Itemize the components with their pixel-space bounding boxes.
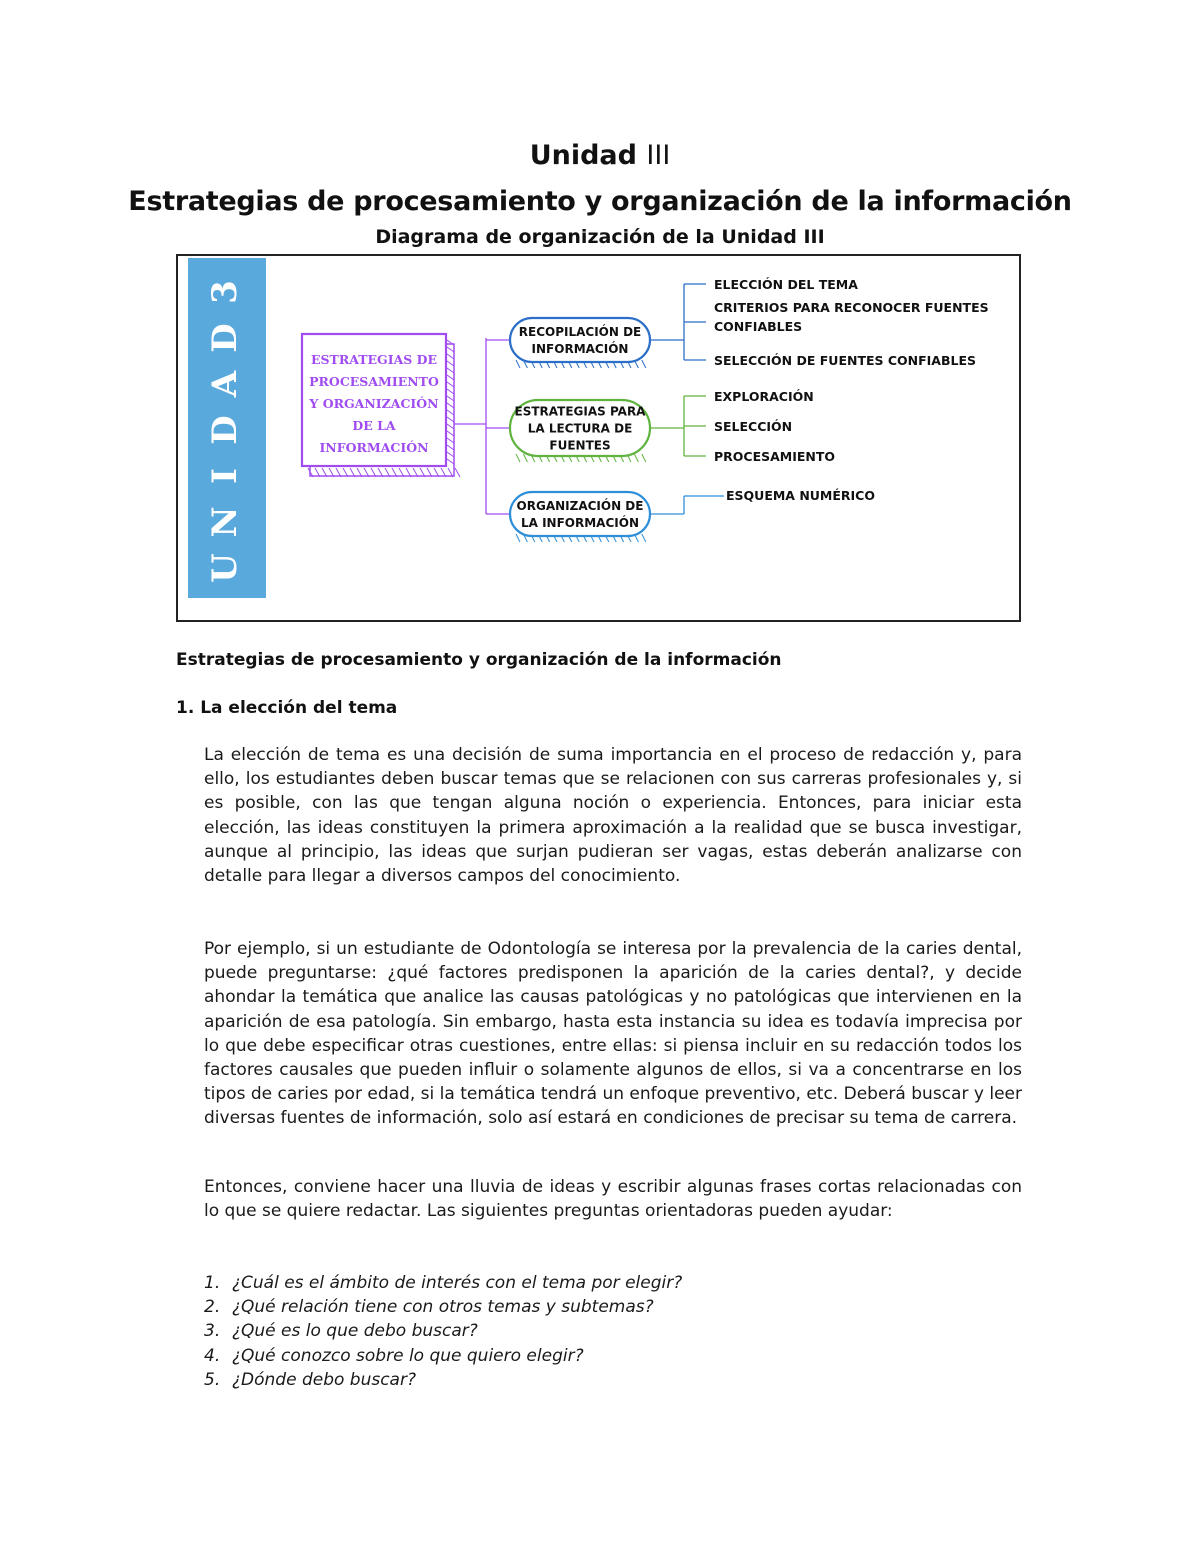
leaf-label: ELECCIÓN DEL TEMA xyxy=(714,277,858,292)
side-letter: D xyxy=(205,323,245,353)
branch-label: RECOPILACIÓN DE xyxy=(518,325,642,339)
side-letter: A xyxy=(205,370,245,398)
branch-label: INFORMACIÓN xyxy=(531,342,629,356)
side-letter: 3 xyxy=(205,280,245,304)
branch-hatch xyxy=(634,454,638,462)
central-box-line: ESTRATEGIAS DE xyxy=(310,352,438,367)
leaf-label: CONFIABLES xyxy=(714,319,803,334)
question-text: ¿Qué conozco sobre lo que quiero elegir? xyxy=(232,1345,584,1366)
question-item xyxy=(204,1368,1022,1392)
branch-label: ESTRATEGIAS PARA xyxy=(514,404,646,419)
branch-hatch xyxy=(516,360,520,368)
branch-label: ORGANIZACIÓN DE xyxy=(516,499,644,513)
central-box-line: PROCESAMIENTO xyxy=(309,374,439,389)
paragraph-3: Entonces, conviene hacer una lluvia de ideas y escribir algunas frases cortas relacionadas con lo que se quiere redactar. Las siguientes preguntas orientadoras pueden ayudar: xyxy=(204,1177,1022,1222)
leaf-label: EXPLORACIÓN xyxy=(714,389,814,404)
side-letter: I xyxy=(205,468,245,484)
branch-label: LA INFORMACIÓN xyxy=(520,516,640,530)
section-heading: Estrategias de procesamiento y organización de la información xyxy=(176,650,782,670)
question-item xyxy=(204,1271,1022,1295)
central-box-line: INFORMACIÓN xyxy=(319,440,429,455)
branch-hatch xyxy=(516,534,520,542)
diagram-canvas xyxy=(178,256,1019,620)
central-box-line: Y ORGANIZACIÓN xyxy=(309,396,439,411)
question-number: 5. xyxy=(204,1369,221,1390)
diagram-caption: Diagrama de organización de la Unidad III xyxy=(375,226,825,248)
question-item xyxy=(204,1295,1022,1319)
branch-hatch xyxy=(516,454,520,462)
question-number: 1. xyxy=(204,1273,221,1293)
branch-label: FUENTES xyxy=(549,438,611,453)
leaf-label: SELECCIÓN xyxy=(714,419,793,434)
question-item xyxy=(204,1319,1022,1343)
branch-label: LA LECTURA DE xyxy=(527,421,633,436)
question-number: 3. xyxy=(204,1321,221,1342)
central-hatch xyxy=(455,468,460,477)
question-text: ¿Dónde debo buscar? xyxy=(232,1369,416,1390)
question-text: ¿Qué relación tiene con otros temas y subtemas? xyxy=(232,1297,654,1318)
central-box-line: DE LA xyxy=(352,418,396,433)
leaf-label: CRITERIOS PARA RECONOCER FUENTES xyxy=(714,300,989,315)
side-letter: U xyxy=(205,553,245,583)
paragraph-2: Por ejemplo, si un estudiante de Odontología se interesa por la prevalencia de la caries dental, puede preguntarse: ¿qué factores predisponen la aparición de la caries dental?, y decide ahondar la temática que analice las causas patológicas y no patológicas que intervienen en la aparición de esa patología. Sin embargo, hasta esta instancia su idea es todavía imprecisa por lo que debe especificar otras cuestiones, entre ellas: si piensa incluir en su redacción todos los factores causales que pueden influir o solamente algunos de ellos, si va a concentrarse en los tipos de caries por edad, si la temática tendrá un enfoque preventivo, etc. Deberá buscar y leer diversas fuentes de información, solo así estará en condiciones de precisar su tema de carrera. xyxy=(204,939,1022,1129)
subheading: 1. La elección del tema xyxy=(176,698,398,718)
main-title: Estrategias de procesamiento y organización de la información xyxy=(128,186,1072,217)
question-list xyxy=(204,1271,1022,1392)
side-letter: N xyxy=(205,506,245,538)
paragraph-1: La elección de tema es una decisión de suma importancia en el proceso de redacción y, para ello, los estudiantes deben buscar temas que se relacionen con sus carreras profesionales y, si es posible, con las que tengan alguna noción o experiencia. Entonces, para iniciar esta elección, las ideas constituyen la primera aproximación a la realidad que se busca investigar, aunque al principio, las ideas que surjan pudieran ser vagas, estas deberán analizarse con detalle para llegar a diversos campos del conocimiento. xyxy=(204,745,1022,887)
unit-title xyxy=(0,140,1200,171)
leaf-label: ESQUEMA NUMÉRICO xyxy=(726,488,875,503)
unit-diagram xyxy=(176,254,1021,622)
question-number: 4. xyxy=(204,1345,221,1366)
branch-hatch xyxy=(523,454,527,462)
branch-hatch xyxy=(642,454,646,462)
question-text: ¿Cuál es el ámbito de interés con el tema por elegir? xyxy=(232,1273,683,1293)
leaf-label: SELECCIÓN DE FUENTES CONFIABLES xyxy=(714,353,977,368)
branch-hatch xyxy=(642,534,646,542)
branch-hatch xyxy=(642,360,646,368)
question-item xyxy=(204,1344,1022,1368)
unit-title-word: Unidad xyxy=(529,140,637,171)
question-text: ¿Qué es lo que debo buscar? xyxy=(232,1321,478,1342)
leaf-label: PROCESAMIENTO xyxy=(714,449,836,464)
side-letter: D xyxy=(205,415,245,445)
unit-title-numeral: III xyxy=(646,140,671,171)
question-number: 2. xyxy=(204,1297,221,1318)
